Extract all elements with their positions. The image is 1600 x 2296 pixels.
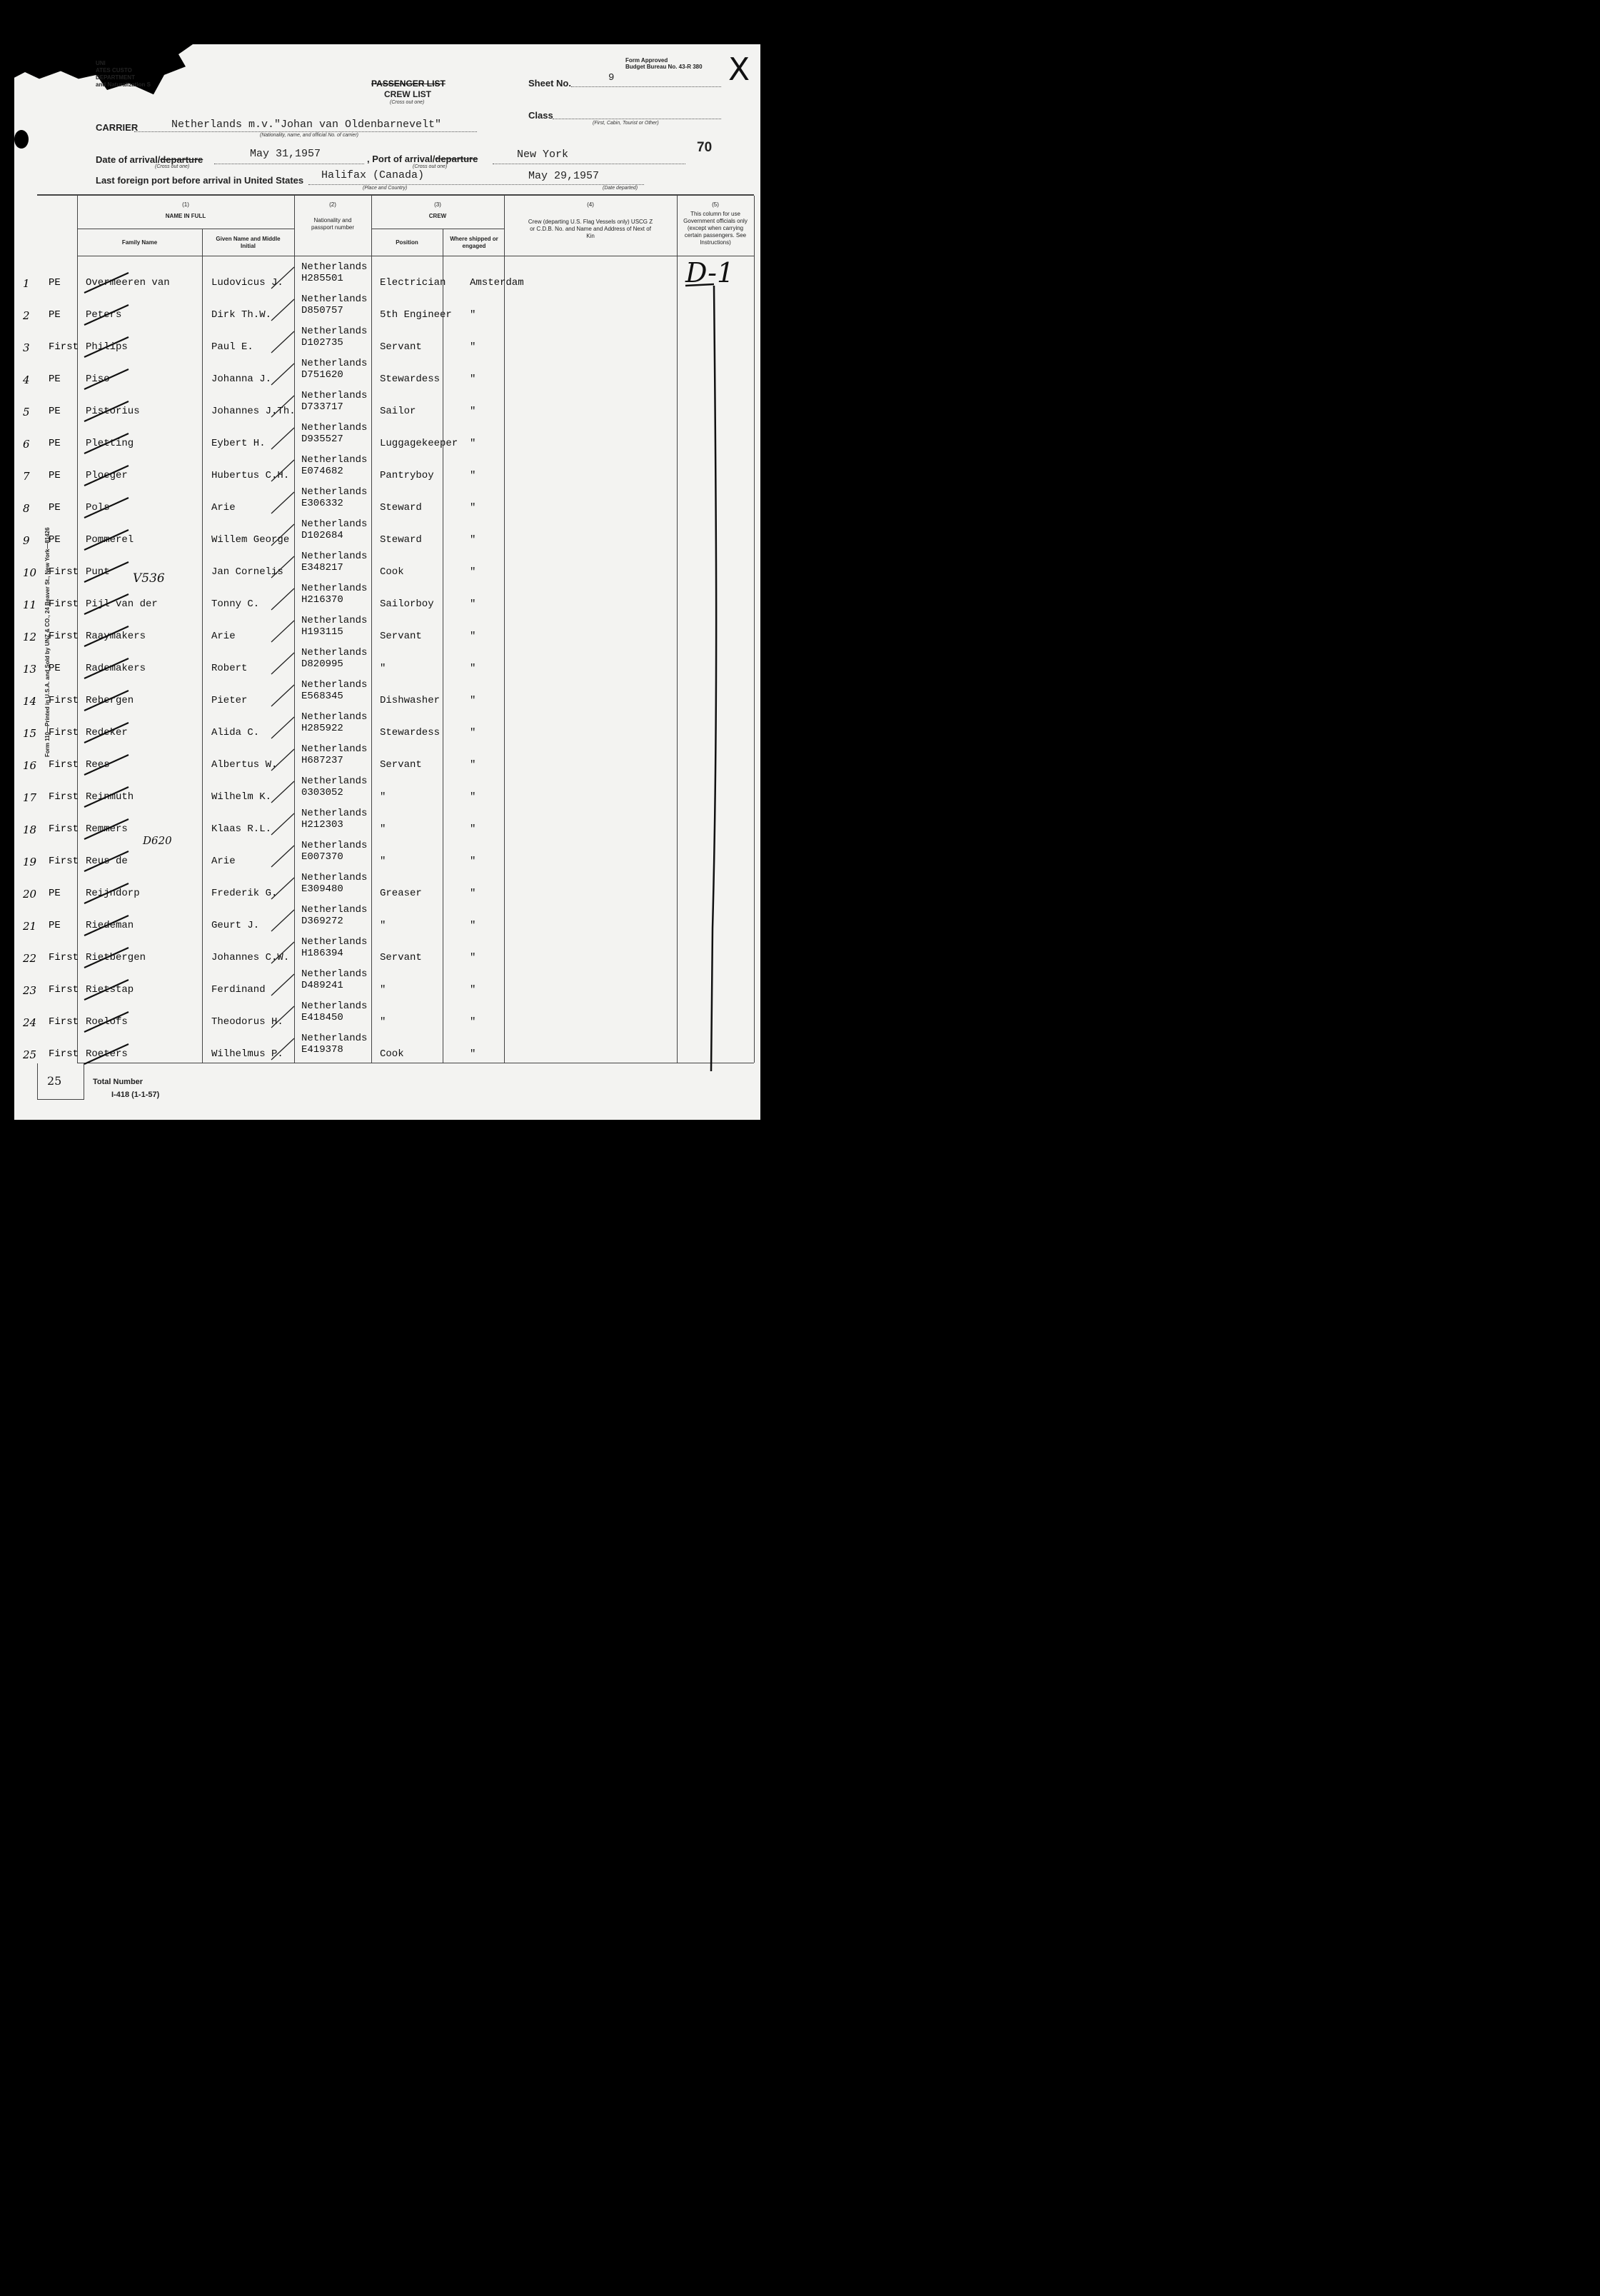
class-code: PE bbox=[49, 534, 61, 546]
tick-mark bbox=[271, 781, 294, 803]
position: Servant bbox=[380, 631, 422, 642]
nationality: Netherlands bbox=[301, 647, 368, 658]
passport-number: H212303 bbox=[301, 819, 343, 831]
class-code: First bbox=[49, 791, 79, 803]
tick-mark bbox=[271, 299, 294, 321]
family-name: Redeker bbox=[86, 727, 128, 738]
where-engaged: " bbox=[470, 663, 476, 674]
row-number: 16 bbox=[23, 759, 37, 772]
row-number: 13 bbox=[23, 663, 37, 676]
family-name: Pletting bbox=[86, 438, 134, 449]
sheet-label: Sheet No. bbox=[528, 78, 571, 89]
passport-number: H193115 bbox=[301, 626, 343, 638]
passenger-list-struck: PASSENGER LIST bbox=[371, 79, 446, 89]
where-engaged: " bbox=[470, 341, 476, 353]
row-number: 6 bbox=[23, 438, 30, 451]
strike-mark bbox=[84, 980, 129, 1000]
strike-mark bbox=[84, 819, 129, 839]
crew-list-title: CREW LIST bbox=[384, 89, 431, 99]
class-code: PE bbox=[49, 888, 61, 899]
given-name: Jan Cornelis bbox=[211, 566, 283, 578]
tick-mark bbox=[271, 813, 294, 835]
nationality: Netherlands bbox=[301, 968, 368, 980]
row-number: 3 bbox=[23, 341, 30, 354]
tick-mark bbox=[271, 556, 294, 578]
row-number: 4 bbox=[23, 374, 30, 386]
where-header: Where shipped or engaged bbox=[450, 236, 498, 249]
family-name: Rademakers bbox=[86, 663, 146, 674]
sheet-number: 9 bbox=[608, 72, 615, 84]
tick-mark bbox=[271, 364, 294, 385]
nationality: Netherlands bbox=[301, 551, 368, 562]
row-number: 22 bbox=[23, 952, 37, 965]
given-name: Arie bbox=[211, 502, 236, 513]
date-departed: May 29,1957 bbox=[528, 170, 600, 182]
nationality: Netherlands bbox=[301, 936, 368, 948]
strike-mark bbox=[84, 530, 129, 550]
col4-header: (4) Crew (departing U.S. Flag Vessels only) USCG Z or C.D.B. No. and Name and Address of Next of Kin bbox=[528, 201, 653, 239]
passport-number: E074682 bbox=[301, 466, 343, 477]
given-name: Dirk Th.W. bbox=[211, 309, 272, 321]
passport-number: D850757 bbox=[301, 305, 343, 316]
nationality: Netherlands bbox=[301, 872, 368, 883]
tick-mark bbox=[271, 685, 294, 706]
row-number: 18 bbox=[23, 823, 37, 836]
passport-number: E419378 bbox=[301, 1044, 343, 1056]
nationality: Netherlands bbox=[301, 743, 368, 755]
tick-mark bbox=[271, 749, 294, 771]
date-note: (Cross out one) bbox=[155, 164, 190, 169]
family-name: Roelofs bbox=[86, 1016, 128, 1028]
check-marks bbox=[0, 0, 780, 1120]
family-name: Overmeeren van bbox=[86, 277, 170, 289]
given-name: Tonny C. bbox=[211, 598, 260, 610]
page-count: 70 bbox=[697, 140, 713, 155]
row-number: 2 bbox=[23, 309, 30, 322]
given-name: Robert bbox=[211, 663, 248, 674]
port-value: New York bbox=[517, 149, 569, 161]
nationality: Netherlands bbox=[301, 454, 368, 466]
class-code: PE bbox=[49, 502, 61, 513]
row-number: 24 bbox=[23, 1016, 37, 1029]
passport-number: 0303052 bbox=[301, 787, 343, 798]
tick-mark bbox=[271, 1006, 294, 1028]
tick-mark bbox=[271, 492, 294, 513]
row-number: 25 bbox=[23, 1048, 37, 1061]
tick-mark bbox=[271, 1038, 294, 1060]
last-port-value: Halifax (Canada) bbox=[321, 169, 425, 181]
row-number: 19 bbox=[23, 856, 37, 868]
row-number: 15 bbox=[23, 727, 37, 740]
position: " bbox=[380, 920, 386, 931]
given-name: Albertus W. bbox=[211, 759, 278, 771]
tick-mark bbox=[271, 974, 294, 996]
strike-mark bbox=[84, 401, 129, 421]
where-engaged: " bbox=[470, 1016, 476, 1028]
strike-mark bbox=[84, 658, 129, 678]
last-port-label: Last foreign port before arrival in United States bbox=[96, 175, 304, 186]
nationality: Netherlands bbox=[301, 294, 368, 305]
passport-number: D369272 bbox=[301, 916, 343, 927]
strike-mark bbox=[84, 883, 129, 903]
passport-number: D935527 bbox=[301, 433, 343, 445]
passport-number: D820995 bbox=[301, 658, 343, 670]
family-name: Pistorius bbox=[86, 406, 140, 417]
given-name: Arie bbox=[211, 631, 236, 642]
d1-mark: D-1 bbox=[685, 257, 735, 289]
where-engaged: Amsterdam bbox=[470, 277, 524, 289]
nationality: Netherlands bbox=[301, 422, 368, 433]
position: " bbox=[380, 791, 386, 803]
family-name: Reinmuth bbox=[86, 791, 134, 803]
family-name: Pijl van der bbox=[86, 598, 158, 610]
class-code: First bbox=[49, 856, 79, 867]
form-number: I-418 (1-1-57) bbox=[111, 1091, 160, 1099]
position: Servant bbox=[380, 341, 422, 353]
strike-mark bbox=[84, 691, 129, 711]
where-engaged: " bbox=[470, 759, 476, 771]
class-code: PE bbox=[49, 406, 61, 417]
date-departed-note: (Date departed) bbox=[603, 186, 638, 191]
nationality: Netherlands bbox=[301, 358, 368, 369]
given-name: Arie bbox=[211, 856, 236, 867]
family-name: Pols bbox=[86, 502, 110, 513]
passport-number: D733717 bbox=[301, 401, 343, 413]
passport-number: H285922 bbox=[301, 723, 343, 734]
class-code: First bbox=[49, 727, 79, 738]
nationality: Netherlands bbox=[301, 776, 368, 787]
title-note: (Cross out one) bbox=[390, 100, 425, 105]
row-number: 23 bbox=[23, 984, 37, 997]
strike-mark bbox=[84, 337, 129, 357]
passport-number: H216370 bbox=[301, 594, 343, 606]
position: Servant bbox=[380, 759, 422, 771]
class-code: First bbox=[49, 341, 79, 353]
family-name: Pommerel bbox=[86, 534, 134, 546]
strike-mark bbox=[84, 433, 129, 453]
class-code: First bbox=[49, 984, 79, 996]
passport-number: D489241 bbox=[301, 980, 343, 991]
given-name: Johanna J. bbox=[211, 374, 272, 385]
port-note: (Cross out one) bbox=[413, 164, 448, 169]
row-number: 10 bbox=[23, 566, 37, 579]
family-name: Riedeman bbox=[86, 920, 134, 931]
d620-note: D620 bbox=[143, 834, 172, 847]
port-label: , Port of arrival/departure bbox=[367, 154, 478, 164]
row-number: 8 bbox=[23, 502, 30, 515]
position: Pantryboy bbox=[380, 470, 434, 481]
position: Greaser bbox=[380, 888, 422, 899]
tick-mark bbox=[271, 524, 294, 546]
position: Stewardess bbox=[380, 727, 441, 738]
family-name: Rebergen bbox=[86, 695, 134, 706]
given-name: Pieter bbox=[211, 695, 248, 706]
where-engaged: " bbox=[470, 374, 476, 385]
given-name: Ludovicus J. bbox=[211, 277, 283, 289]
corner-mark: X bbox=[728, 51, 750, 88]
family-name: Rees bbox=[86, 759, 110, 771]
where-engaged: " bbox=[470, 791, 476, 803]
tick-mark bbox=[271, 396, 294, 417]
col1-header: (1) NAME IN FULL bbox=[165, 201, 206, 219]
tick-mark bbox=[271, 588, 294, 610]
strike-mark bbox=[84, 369, 129, 389]
given-name: Ferdinand bbox=[211, 984, 266, 996]
nationality: Netherlands bbox=[301, 583, 368, 594]
position: Electrician bbox=[380, 277, 446, 289]
strike-mark bbox=[84, 1044, 129, 1064]
class-code: First bbox=[49, 952, 79, 963]
position: Servant bbox=[380, 952, 422, 963]
agency-heading: UNI ATES CUSTO DEPARTMENT and Naturalization S bbox=[96, 60, 151, 88]
position: Dishwasher bbox=[380, 695, 441, 706]
where-engaged: " bbox=[470, 920, 476, 931]
row-number: 17 bbox=[23, 791, 37, 804]
given-name: Alida C. bbox=[211, 727, 260, 738]
given-name: Frederik G. bbox=[211, 888, 278, 899]
class-code: First bbox=[49, 598, 79, 610]
where-engaged: " bbox=[470, 406, 476, 417]
family-name: Ploeger bbox=[86, 470, 128, 481]
where-engaged: " bbox=[470, 952, 476, 963]
where-engaged: " bbox=[470, 823, 476, 835]
strike-mark bbox=[84, 787, 129, 807]
form-approved: Form Approved Budget Bureau No. 43-R 380 bbox=[625, 57, 703, 70]
where-engaged: " bbox=[470, 438, 476, 449]
where-engaged: " bbox=[470, 534, 476, 546]
position: Cook bbox=[380, 1048, 404, 1060]
passport-number: E306332 bbox=[301, 498, 343, 509]
where-engaged: " bbox=[470, 309, 476, 321]
total-value: 25 bbox=[47, 1074, 62, 1088]
where-engaged: " bbox=[470, 1048, 476, 1060]
class-code: First bbox=[49, 695, 79, 706]
tick-mark bbox=[271, 878, 294, 899]
position: " bbox=[380, 984, 386, 996]
strike-mark bbox=[84, 916, 129, 936]
family-name: Reijndorp bbox=[86, 888, 140, 899]
where-engaged: " bbox=[470, 598, 476, 610]
family-name: Punt bbox=[86, 566, 110, 578]
given-name: Paul E. bbox=[211, 341, 253, 353]
nationality: Netherlands bbox=[301, 679, 368, 691]
position: " bbox=[380, 823, 386, 835]
strike-mark bbox=[84, 626, 129, 646]
tick-mark bbox=[271, 846, 294, 867]
row-number: 14 bbox=[23, 695, 37, 708]
tick-mark bbox=[271, 460, 294, 481]
given-name-header: Given Name and Middle Initial bbox=[216, 236, 281, 249]
position: Cook bbox=[380, 566, 404, 578]
row-number: 5 bbox=[23, 406, 30, 418]
position: " bbox=[380, 663, 386, 674]
nationality: Netherlands bbox=[301, 261, 368, 273]
position: Sailor bbox=[380, 406, 416, 417]
class-code: PE bbox=[49, 920, 61, 931]
where-engaged: " bbox=[470, 695, 476, 706]
tick-mark bbox=[271, 267, 294, 289]
where-engaged: " bbox=[470, 566, 476, 578]
nationality: Netherlands bbox=[301, 615, 368, 626]
class-label: Class bbox=[528, 110, 553, 121]
where-engaged: " bbox=[470, 502, 476, 513]
passport-number: E348217 bbox=[301, 562, 343, 573]
nationality: Netherlands bbox=[301, 326, 368, 337]
position: Steward bbox=[380, 502, 422, 513]
given-name: Eybert H. bbox=[211, 438, 266, 449]
where-engaged: " bbox=[470, 888, 476, 899]
nationality: Netherlands bbox=[301, 486, 368, 498]
strike-mark bbox=[84, 594, 129, 614]
given-name: Theodorus H. bbox=[211, 1016, 283, 1028]
row-number: 11 bbox=[23, 598, 37, 611]
strike-mark bbox=[84, 851, 129, 871]
position: " bbox=[380, 1016, 386, 1028]
tick-mark bbox=[271, 717, 294, 738]
row-number: 1 bbox=[23, 277, 30, 290]
family-name: Peters bbox=[86, 309, 122, 321]
where-engaged: " bbox=[470, 470, 476, 481]
where-engaged: " bbox=[470, 984, 476, 996]
given-name: Wilhelm K. bbox=[211, 791, 272, 803]
nationality: Netherlands bbox=[301, 808, 368, 819]
class-code: First bbox=[49, 566, 79, 578]
family-name: Philips bbox=[86, 341, 128, 353]
given-name: Geurt J. bbox=[211, 920, 260, 931]
nationality: Netherlands bbox=[301, 390, 368, 401]
passport-number: E418450 bbox=[301, 1012, 343, 1023]
class-code: PE bbox=[49, 438, 61, 449]
class-code: First bbox=[49, 1048, 79, 1060]
family-name: Remmers bbox=[86, 823, 128, 835]
row-number: 20 bbox=[23, 888, 37, 901]
date-label: Date of arrival/departure bbox=[96, 154, 203, 165]
strike-mark bbox=[84, 562, 129, 582]
strike-mark bbox=[84, 466, 129, 486]
family-name: Raaymakers bbox=[86, 631, 146, 642]
col3-header: (3) CREW bbox=[428, 201, 447, 219]
given-name: Johannes J.Th. bbox=[211, 406, 296, 417]
family-name-header: Family Name bbox=[121, 239, 158, 246]
position: Stewardess bbox=[380, 374, 441, 385]
v536-note: V536 bbox=[133, 571, 165, 586]
passport-number: E309480 bbox=[301, 883, 343, 895]
given-name: Hubertus C.H. bbox=[211, 470, 290, 481]
class-code: First bbox=[49, 1016, 79, 1028]
position: Steward bbox=[380, 534, 422, 546]
nationality: Netherlands bbox=[301, 1033, 368, 1044]
class-code: PE bbox=[49, 470, 61, 481]
strike-mark bbox=[84, 723, 129, 743]
date-value: May 31,1957 bbox=[250, 148, 321, 160]
row-number: 7 bbox=[23, 470, 30, 483]
carrier-value: Netherlands m.v."Johan van Oldenbarnevelt" bbox=[171, 119, 442, 131]
tick-mark bbox=[271, 621, 294, 642]
strike-mark bbox=[84, 755, 129, 775]
last-port-note: (Place and Country) bbox=[363, 186, 408, 191]
class-note: (First, Cabin, Tourist or Other) bbox=[593, 121, 659, 126]
row-number: 21 bbox=[23, 920, 37, 933]
strike-mark bbox=[84, 305, 129, 325]
class-code: PE bbox=[49, 277, 61, 289]
passport-number: E568345 bbox=[301, 691, 343, 702]
given-name: Willem George bbox=[211, 534, 290, 546]
where-engaged: " bbox=[470, 727, 476, 738]
class-code: First bbox=[49, 631, 79, 642]
carrier-label: CARRIER bbox=[96, 122, 139, 133]
where-engaged: " bbox=[470, 856, 476, 867]
nationality: Netherlands bbox=[301, 711, 368, 723]
passport-number: D102735 bbox=[301, 337, 343, 349]
passport-number: H687237 bbox=[301, 755, 343, 766]
strike-mark bbox=[84, 1012, 129, 1032]
tick-mark bbox=[271, 428, 294, 449]
family-name: Rietbergen bbox=[86, 952, 146, 963]
given-name: Klaas R.L. bbox=[211, 823, 272, 835]
given-name: Wilhelmus P. bbox=[211, 1048, 283, 1060]
passport-number: H285501 bbox=[301, 273, 343, 284]
passport-number: D102684 bbox=[301, 530, 343, 541]
position: Sailorboy bbox=[380, 598, 434, 610]
row-number: 9 bbox=[23, 534, 30, 547]
tick-mark bbox=[271, 910, 294, 931]
family-name: Rietstap bbox=[86, 984, 134, 996]
passport-number: E007370 bbox=[301, 851, 343, 863]
tick-mark bbox=[271, 653, 294, 674]
nationality: Netherlands bbox=[301, 1001, 368, 1012]
nationality: Netherlands bbox=[301, 518, 368, 530]
position: 5th Engineer bbox=[380, 309, 452, 321]
family-name: Roeters bbox=[86, 1048, 128, 1060]
family-name: Piso bbox=[86, 374, 110, 385]
class-code: PE bbox=[49, 663, 61, 674]
tick-mark bbox=[271, 331, 294, 353]
carrier-note: (Nationality, name, and official No. of carrier) bbox=[260, 133, 358, 138]
class-code: First bbox=[49, 823, 79, 835]
col2-header: (2) Nationality and passport number bbox=[311, 201, 355, 231]
printer-imprint: Form 110—Printed in U.S.A. and Sold by UNZ & CO., 24 Beaver St., New York—81426 bbox=[44, 527, 51, 757]
total-label: Total Number bbox=[93, 1078, 144, 1086]
strike-mark bbox=[84, 273, 129, 293]
passport-number: H186394 bbox=[301, 948, 343, 959]
row-number: 12 bbox=[23, 631, 37, 643]
class-code: First bbox=[49, 759, 79, 771]
position-header: Position bbox=[396, 239, 418, 246]
class-code: PE bbox=[49, 309, 61, 321]
family-name: Reus de bbox=[86, 856, 128, 867]
given-name: Johannes C.W. bbox=[211, 952, 290, 963]
strike-mark bbox=[84, 948, 129, 968]
passport-number: D751620 bbox=[301, 369, 343, 381]
position: Luggagekeeper bbox=[380, 438, 458, 449]
strike-mark bbox=[84, 498, 129, 518]
nationality: Netherlands bbox=[301, 840, 368, 851]
where-engaged: " bbox=[470, 631, 476, 642]
col5-header: (5) This column for use Government officials only (except when carrying certain passengers. See Instructions) bbox=[683, 201, 748, 246]
nationality: Netherlands bbox=[301, 904, 368, 916]
tick-mark bbox=[271, 942, 294, 963]
position: " bbox=[380, 856, 386, 867]
class-code: PE bbox=[49, 374, 61, 385]
